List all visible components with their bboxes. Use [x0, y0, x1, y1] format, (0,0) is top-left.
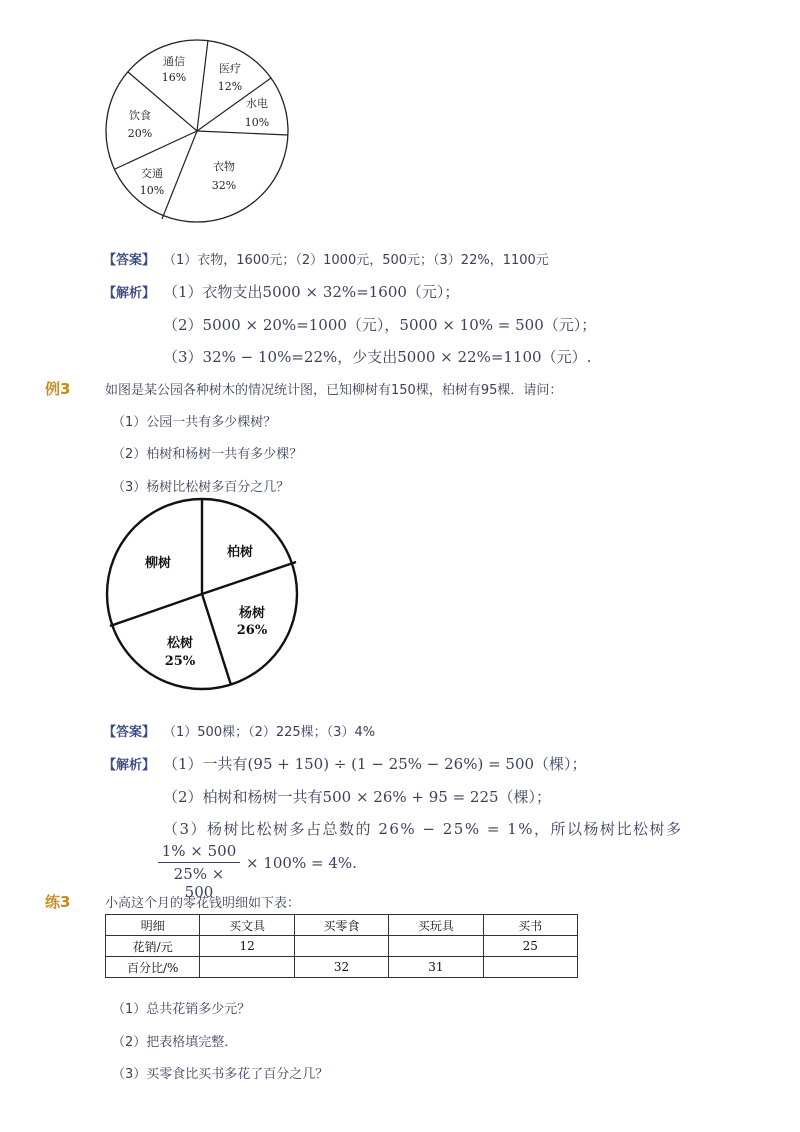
analysis-line: （1）一共有(95 + 150) ÷ (1 − 25% − 26%) = 500（棵）； — [163, 755, 587, 773]
question-2: （2）把表格填完整． — [112, 1035, 238, 1050]
table-cell — [389, 936, 483, 957]
slice-label: 柳树 — [144, 556, 172, 571]
tree-pie-chart — [100, 495, 305, 695]
question-2: （2）柏树和杨树一共有多少棵？ — [112, 447, 303, 462]
fraction-denominator: 25% × 500 — [173, 865, 225, 901]
table-cell: 32 — [294, 957, 388, 978]
table-cell — [294, 936, 388, 957]
table-cell: 买书 — [483, 915, 577, 936]
slice-pct: 12% — [217, 80, 243, 93]
answer-tag: 【答案】 — [103, 253, 156, 268]
table-cell — [483, 957, 577, 978]
slice-label: 松树 — [166, 636, 194, 651]
analysis-line: （3）32% − 10%=22%，少支出5000 × 22%=1100（元）. — [163, 348, 592, 366]
table-row — [106, 957, 578, 978]
slice-pct: 10% — [244, 116, 270, 129]
analysis-line: （3）杨树比松树多占总数的 26% − 25% = 1%，所以杨树比松树多 — [163, 820, 683, 838]
fraction-tail: × 100% = 4%. — [246, 854, 357, 872]
table-cell: 买文具 — [200, 915, 294, 936]
slice-label: 饮食 — [129, 109, 151, 122]
table-cell — [200, 957, 294, 978]
allowance-table — [105, 914, 578, 978]
analysis-line: （2）5000 × 20%=1000（元），5000 × 10% = 500（元）； — [163, 316, 597, 334]
slice-label: 衣物 — [213, 160, 235, 173]
slice-pct: 20% — [127, 127, 153, 140]
table-cell: 百分比/% — [106, 957, 200, 978]
table-cell: 花销/元 — [106, 936, 200, 957]
practice-stem: 小高这个月的零花钱明细如下表： — [105, 896, 301, 911]
slice-label: 柏树 — [226, 545, 254, 560]
analysis-line: （1）衣物支出5000 × 32%=1600（元）； — [163, 283, 460, 301]
table-cell: 12 — [200, 936, 294, 957]
slice-pct: 25% — [164, 654, 196, 669]
analysis-tag: 【解析】 — [103, 286, 156, 301]
table-cell: 31 — [389, 957, 483, 978]
expense-pie-chart — [100, 35, 295, 225]
question-3: （3）买零食比买书多花了百分之几？ — [112, 1067, 329, 1082]
slice-pct: 16% — [161, 71, 187, 84]
answer-text: （1）500棵；（2）225棵；（3）4% — [163, 725, 376, 740]
fraction-numerator: 1% × 500 — [158, 842, 240, 863]
table-cell: 明细 — [106, 915, 200, 936]
table-cell: 买玩具 — [389, 915, 483, 936]
example-stem: 如图是某公园各种树木的情况统计图，已知柳树有150棵，柏树有95棵．请问： — [105, 383, 563, 398]
slice-pct: 10% — [139, 184, 165, 197]
slice-label: 杨树 — [238, 606, 266, 621]
slice-label: 医疗 — [219, 62, 241, 75]
question-1: （1）总共花销多少元？ — [112, 1002, 251, 1017]
practice-label: 练3 — [45, 893, 71, 911]
table-row — [106, 915, 578, 936]
slice-pct: 26% — [236, 623, 268, 638]
answer-tag: 【答案】 — [103, 725, 156, 740]
analysis-tag: 【解析】 — [103, 758, 156, 773]
example-label: 例3 — [45, 380, 71, 398]
table-cell: 买零食 — [294, 915, 388, 936]
slice-pct: 32% — [211, 179, 237, 192]
slice-label: 通信 — [163, 55, 185, 68]
table-cell: 25 — [483, 936, 577, 957]
answer-text: （1）衣物，1600元；（2）1000元，500元；（3）22%，1100元 — [163, 253, 549, 268]
question-3: （3）杨树比松树多百分之几？ — [112, 480, 290, 495]
analysis-line: （2）柏树和杨树一共有500 × 26% + 95 = 225（棵）； — [163, 788, 552, 806]
question-1: （1）公园一共有多少棵树？ — [112, 415, 277, 430]
slice-label: 水电 — [246, 97, 268, 110]
table-row — [106, 936, 578, 957]
slice-label: 交通 — [141, 167, 163, 180]
